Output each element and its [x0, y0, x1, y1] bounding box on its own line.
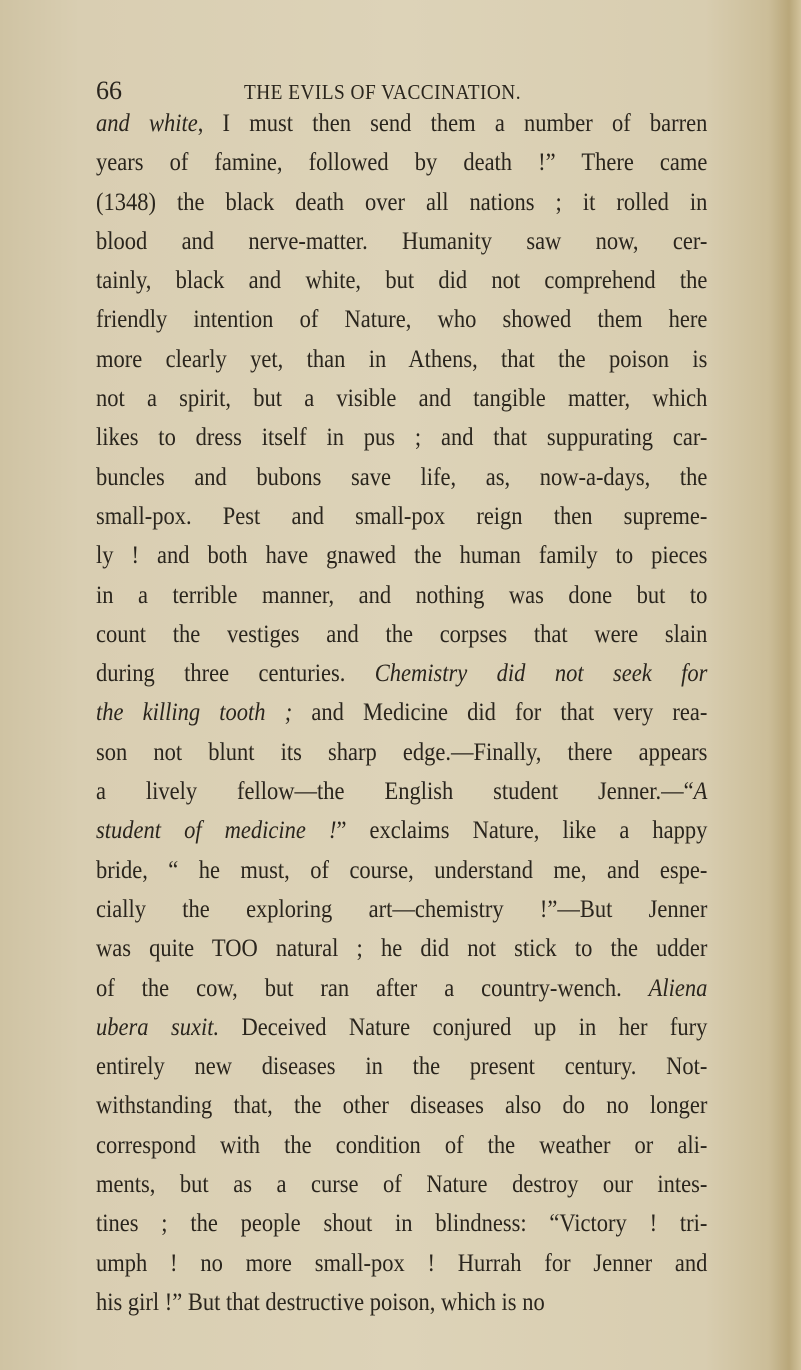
text-line: [96, 261, 708, 300]
text-line: [96, 615, 708, 654]
text-segment: bride, “ he must, of course, understand me, and espe-: [96, 856, 708, 884]
text-line: [96, 222, 708, 261]
text-segment: ” exclaims Nature, like a happy: [336, 817, 708, 845]
text-segment: tines ; the people shout in blindness: “Victory ! tri-: [96, 1210, 708, 1238]
text-segment: tainly, black and white, but did not comprehend the: [96, 267, 708, 295]
text-segment: during three centuries.: [96, 660, 375, 688]
text-line: [96, 929, 708, 968]
italic-text: Chemistry did not seek for: [374, 660, 708, 688]
text-line: [96, 1204, 708, 1243]
text-segment: his girl !” But that destructive poison, which is no: [96, 1288, 545, 1316]
text-segment: likes to dress itself in pus ; and that suppurating car-: [96, 424, 708, 452]
text-line: [96, 1086, 708, 1125]
italic-text: A: [693, 778, 708, 806]
text-line: [96, 183, 708, 222]
text-segment: withstanding that, the other diseases also do no longer: [96, 1092, 708, 1120]
text-line: [96, 772, 708, 811]
text-segment: count the vestiges and the corpses that were slain: [96, 620, 708, 648]
text-line: [96, 1165, 708, 1204]
text-line: [96, 969, 708, 1008]
text-segment: small-pox. Pest and small-pox reign then supreme-: [96, 502, 708, 530]
text-segment: was quite TOO natural ; he did not stick to the udder: [96, 935, 708, 963]
text-segment: blood and nerve-matter. Humanity saw now, cer-: [96, 227, 708, 255]
text-line: [96, 1283, 708, 1322]
text-line: [96, 458, 708, 497]
italic-text: and white: [96, 110, 198, 137]
text-line: [96, 851, 708, 890]
body-text: [96, 104, 708, 1322]
text-line: [96, 811, 708, 850]
text-segment: a lively fellow—the English student Jenner.—“: [96, 778, 694, 806]
text-segment: years of famine, followed by death !” There came: [96, 149, 708, 177]
text-line: [96, 340, 708, 379]
italic-text: student of medicine !: [96, 817, 337, 845]
text-line: [96, 576, 708, 615]
text-segment: entirely new diseases in the present century. Not-: [96, 1053, 708, 1081]
italic-text: the killing tooth ;: [96, 699, 293, 727]
running-title: THE EVILS OF VACCINATION.: [244, 80, 521, 104]
text-line: [96, 890, 708, 929]
text-line: [96, 536, 708, 575]
text-segment: cially the exploring art—chemistry !”—But Jenner: [96, 895, 708, 923]
text-segment: , I must then send them a number of barren: [197, 110, 708, 137]
text-line: [96, 418, 708, 457]
text-line: [96, 654, 708, 693]
text-segment: ly ! and both have gnawed the human family to pieces: [96, 542, 708, 570]
text-segment: ments, but as a curse of Nature destroy our intes-: [96, 1171, 708, 1199]
text-line: [96, 733, 708, 772]
text-segment: and Medicine did for that very rea-: [292, 699, 708, 727]
text-segment: more clearly yet, than in Athens, that the poison is: [96, 345, 708, 373]
italic-text: Aliena: [648, 974, 708, 1002]
text-line: [96, 1008, 708, 1047]
text-segment: correspond with the condition of the weather or ali-: [96, 1131, 708, 1159]
text-segment: son not blunt its sharp edge.—Finally, there appears: [96, 738, 708, 766]
text-segment: friendly intention of Nature, who showed them here: [96, 306, 708, 334]
text-line: [96, 497, 708, 536]
text-segment: buncles and bubons save life, as, now-a-days, the: [96, 463, 708, 491]
text-line: [96, 1126, 708, 1165]
text-segment: Deceived Nature conjured up in her fury: [219, 1013, 708, 1041]
text-segment: in a terrible manner, and nothing was done but to: [96, 581, 708, 609]
text-line: [96, 300, 708, 339]
text-line: [96, 104, 708, 143]
text-segment: umph ! no more small-pox ! Hurrah for Jenner and: [96, 1249, 708, 1277]
text-line: [96, 1244, 708, 1283]
text-line: [96, 379, 708, 418]
italic-text: ubera suxit.: [96, 1013, 220, 1041]
text-line: [96, 693, 708, 732]
text-segment: of the cow, but ran after a country-wench.: [96, 974, 649, 1002]
text-line: [96, 143, 708, 182]
page-number: 66: [96, 76, 122, 105]
text-segment: (1348) the black death over all nations ; it rolled in: [96, 188, 708, 216]
text-segment: not a spirit, but a visible and tangible matter, which: [96, 385, 708, 413]
text-line: [96, 1047, 708, 1086]
